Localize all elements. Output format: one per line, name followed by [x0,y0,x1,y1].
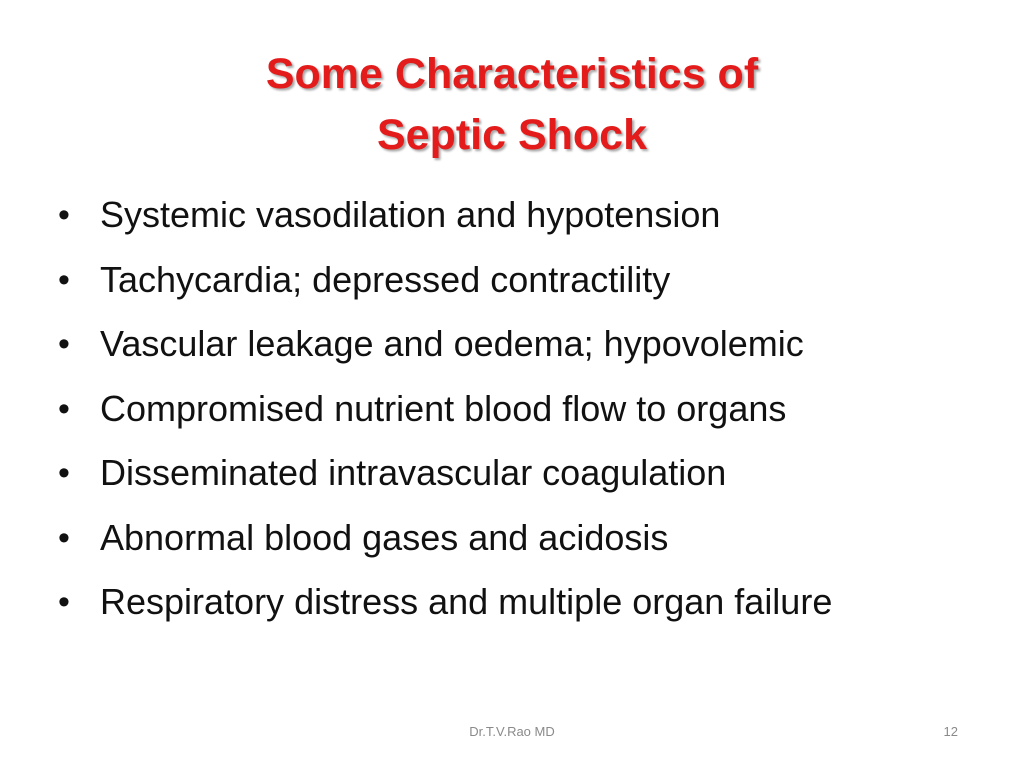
bullet-text: Respiratory distress and multiple organ failure [100,581,833,622]
bullet-icon: • [58,260,70,299]
slide-title-line-2: Septic Shock [376,111,648,159]
bullet-text: Vascular leakage and oedema; hypovolemic [100,323,804,364]
bullet-list [56,188,832,640]
bullet-item [56,188,832,253]
bullet-text: Systemic vasodilation and hypotension [100,194,721,235]
bullet-text: Compromised nutrient blood flow to organs [100,387,787,429]
bullet-item [56,382,832,447]
bullet-icon: • [58,583,70,621]
bullet-icon: • [58,325,70,363]
bullet-item [56,253,832,318]
bullet-icon: • [58,518,70,557]
bullet-text: Abnormal blood gases and acidosis [100,516,669,558]
bullet-item [56,575,832,640]
bullet-icon: • [58,389,70,428]
bullet-icon: • [58,454,70,492]
bullet-item [56,317,832,382]
footer-author: Dr.T.V.Rao MD [469,724,555,739]
bullet-icon: • [58,196,70,234]
slide-title [0,44,1024,166]
bullet-item [56,446,832,511]
slide-title-line-1: Some Characteristics of [265,50,759,98]
slide-number: 12 [943,724,958,739]
bullet-text: Disseminated intravascular coagulation [100,452,727,493]
bullet-text: Tachycardia; depressed contractility [100,258,671,300]
bullet-item [56,511,832,576]
